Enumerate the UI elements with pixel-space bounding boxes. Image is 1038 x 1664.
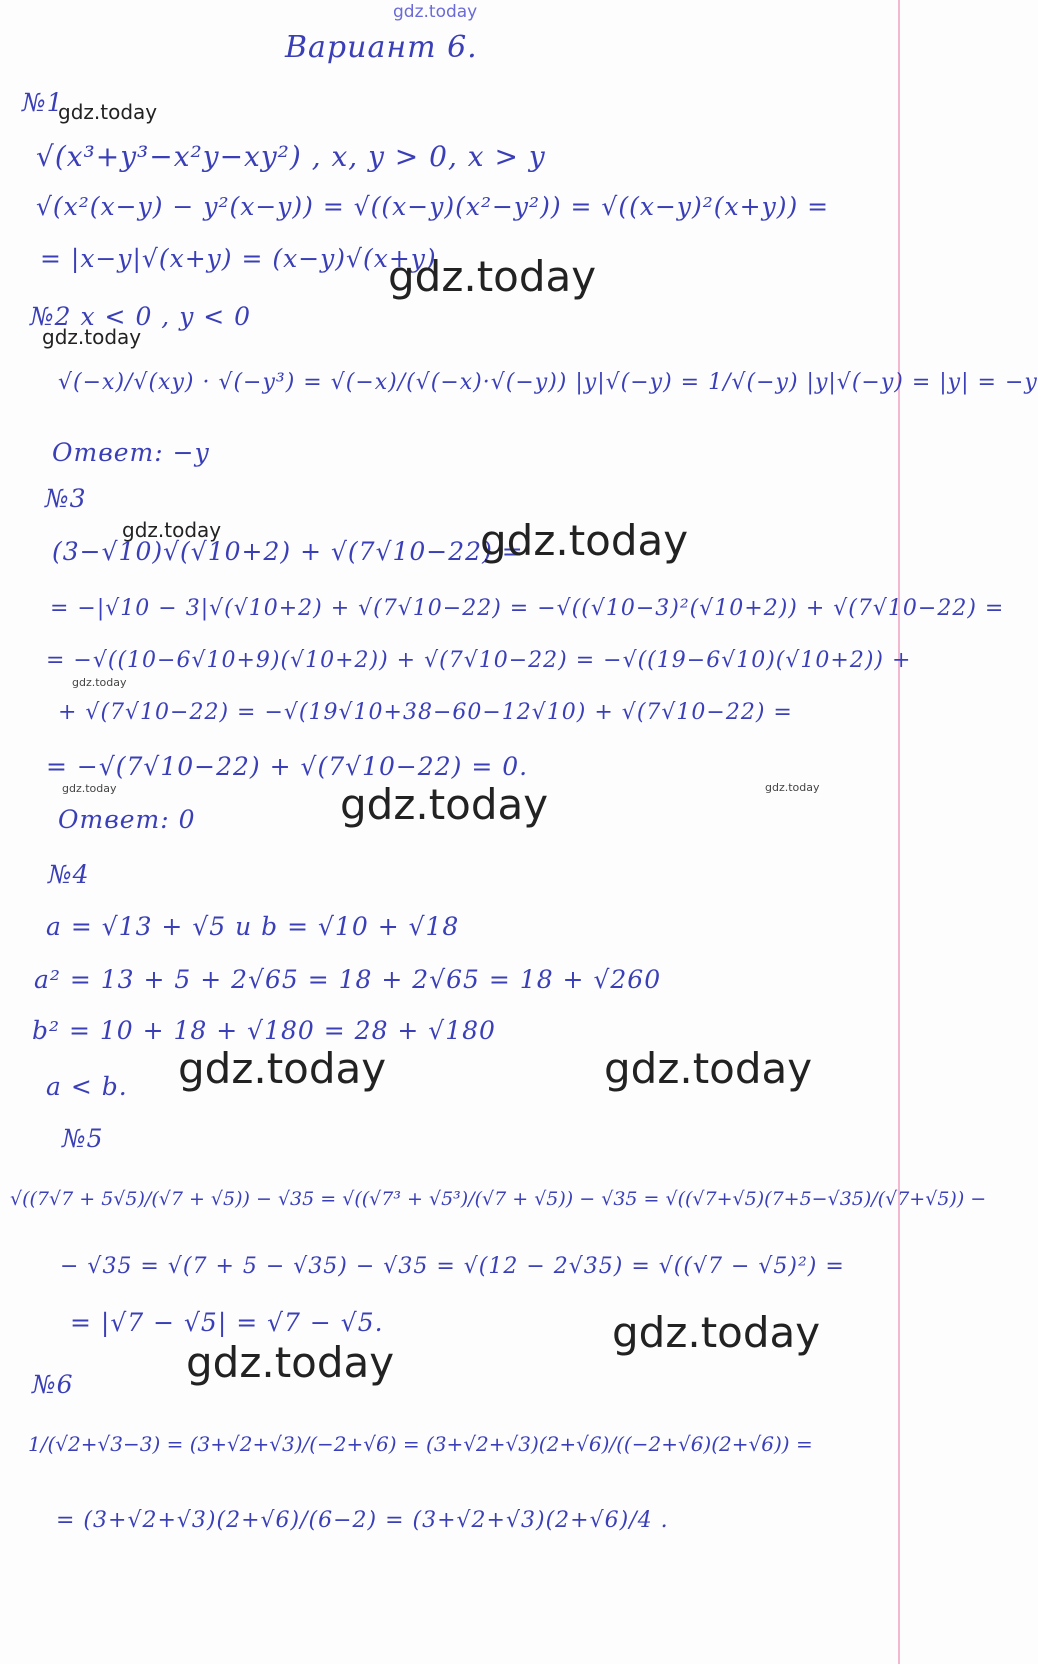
watermark: gdz.today [62, 782, 117, 795]
problem-2-label: №2 x < 0 , y < 0 [30, 302, 252, 331]
problem-1-label: №1 [22, 88, 64, 117]
line: = −√((10−6√10+9)(√10+2)) + √(7√10−22) = −√((19−6√10)(√10+2)) + [46, 648, 912, 673]
line: = −|√10 − 3|√(√10+2) + √(7√10−22) = −√((√10−3)²(√10+2)) + √(7√10−22) = [50, 596, 1005, 621]
line: 1/(√2+√3−3) = (3+√2+√3)/(−2+√6) = (3+√2+√3)(2+√6)/((−2+√6)(2+√6)) = [28, 1432, 813, 1456]
watermark: gdz.today [388, 252, 597, 301]
watermark: gdz.today [122, 518, 222, 542]
line: + √(7√10−22) = −√(19√10+38−60−12√10) + √(7√10−22) = [58, 700, 793, 725]
watermark: gdz.today [178, 1044, 387, 1093]
watermark: gdz.today [42, 325, 142, 349]
line: a² = 13 + 5 + 2√65 = 18 + 2√65 = 18 + √260 [34, 965, 662, 994]
watermark: gdz.today [604, 1044, 813, 1093]
line: √(x²(x−y) − y²(x−y)) = √((x−y)(x²−y²)) = √((x−y)²(x+y)) = [36, 192, 830, 221]
line: = (3+√2+√3)(2+√6)/(6−2) = (3+√2+√3)(2+√6)/4 . [56, 1508, 669, 1533]
line: √((7√7 + 5√5)/(√7 + √5)) − √35 = √((√7³ + √5³)/(√7 + √5)) − √35 = √((√7+√5)(7+5−√35)/(√7+√5)) − [10, 1188, 987, 1210]
watermark: gdz.today [480, 516, 689, 565]
line: b² = 10 + 18 + √180 = 28 + √180 [32, 1016, 496, 1045]
line: √(x³+y³−x²y−xy²) , x, y > 0, x > y [36, 140, 546, 173]
line: = −√(7√10−22) + √(7√10−22) = 0. [46, 752, 529, 781]
problem-6-label: №6 [32, 1370, 74, 1399]
line: = |√7 − √5| = √7 − √5. [70, 1308, 384, 1337]
watermark: gdz.today [186, 1338, 395, 1387]
watermark: gdz.today [393, 2, 478, 22]
margin-line [898, 0, 900, 1664]
watermark: gdz.today [765, 781, 820, 794]
problem-5-label: №5 [62, 1124, 104, 1153]
page-title: Вариант 6. [285, 30, 478, 65]
watermark: gdz.today [340, 780, 549, 829]
watermark: gdz.today [72, 676, 127, 689]
problem-4-label: №4 [48, 860, 90, 889]
answer-2: Ответ: −y [52, 438, 210, 467]
line: √(−x)/√(xy) · √(−y³) = √(−x)/(√(−x)·√(−y)) |y|√(−y) = 1/√(−y) |y|√(−y) = |y| = −y [58, 370, 1038, 395]
line: a = √13 + √5 и b = √10 + √18 [46, 912, 460, 941]
line: − √35 = √(7 + 5 − √35) − √35 = √(12 − 2√35) = √((√7 − √5)²) = [60, 1254, 845, 1279]
watermark: gdz.today [612, 1308, 821, 1357]
line: = |x−y|√(x+y) = (x−y)√(x+y) [40, 244, 437, 273]
answer-3: Ответ: 0 [58, 805, 196, 834]
problem-3-label: №3 [45, 484, 87, 513]
line: a < b. [46, 1072, 128, 1101]
line: (3−√10)√(√10+2) + √(7√10−22) = [52, 537, 524, 566]
watermark: gdz.today [58, 100, 158, 124]
